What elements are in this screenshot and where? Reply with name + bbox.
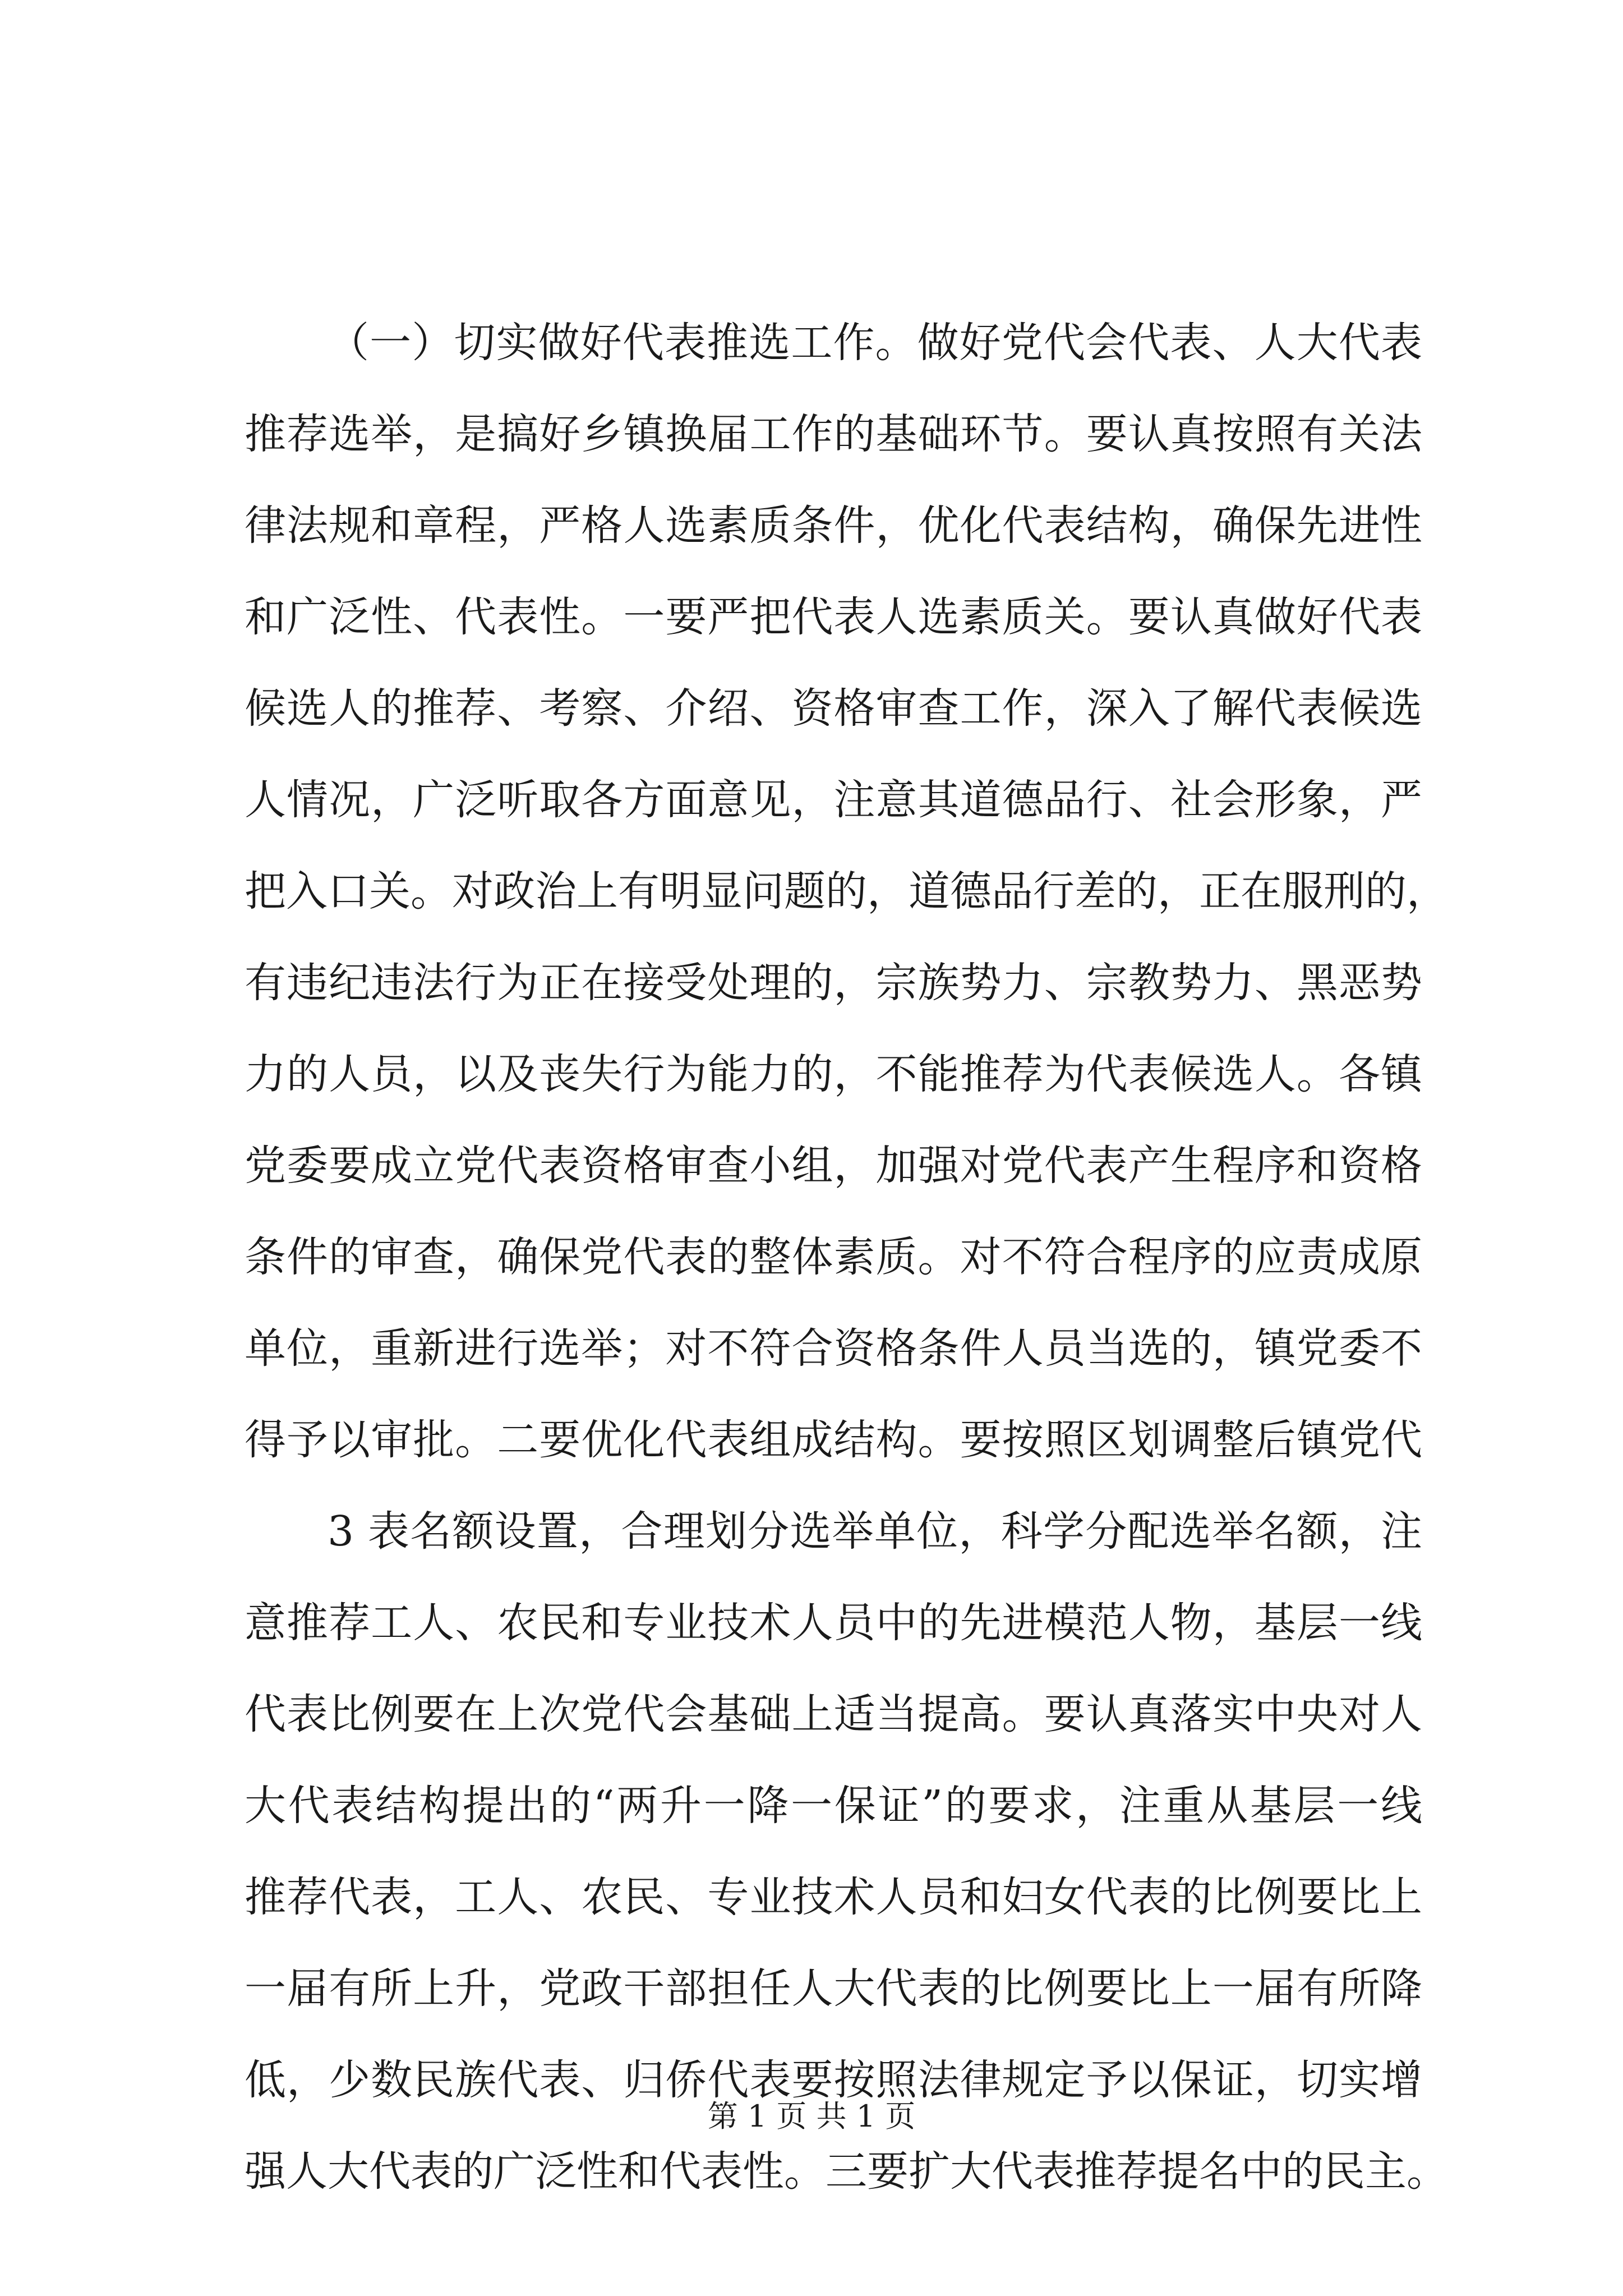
text-line: 力的人员，以及丧失行为能力的，不能推荐为代表候选人。各镇: [245, 1050, 1422, 1098]
text-line: 大代表结构提出的“两升一降一保证”的要求，注重从基层一线: [245, 1782, 1422, 1830]
page-footer: 第 1 页 共 1 页: [707, 2099, 916, 2134]
text-line: 和广泛性、代表性。一要严把代表人选素质关。要认真做好代表: [245, 593, 1422, 641]
text-line: 低，少数民族代表、归侨代表要按照法律规定予以保证，切实增: [245, 2056, 1422, 2104]
text-line: 党委要成立党代表资格审查小组，加强对党代表产生程序和资格: [245, 1142, 1422, 1190]
text-line: （一）切实做好代表推选工作。做好党代会代表、人大代表: [328, 319, 1422, 367]
text-line: 3 表名额设置，合理划分选举单位，科学分配选举名额，注: [328, 1507, 1422, 1556]
text-line: 得予以审批。二要优化代表组成结构。要按照区划调整后镇党代: [245, 1416, 1422, 1464]
text-line: 人情况，广泛听取各方面意见，注意其道德品行、社会形象，严: [245, 776, 1422, 824]
text-line: 把入口关。对政治上有明显问题的，道德品行差的，正在服刑的，: [245, 867, 1448, 915]
text-line: 强人大代表的广泛性和代表性。三要扩大代表推荐提名中的民主。: [245, 2147, 1448, 2196]
text-line: 律法规和章程，严格人选素质条件，优化代表结构，确保先进性: [245, 501, 1422, 550]
text-line: 单位，重新进行选举；对不符合资格条件人员当选的，镇党委不: [245, 1324, 1422, 1373]
text-line: 有违纪违法行为正在接受处理的，宗族势力、宗教势力、黑恶势: [245, 959, 1422, 1007]
text-line: 推荐选举，是搞好乡镇换届工作的基础环节。要认真按照有关法: [245, 410, 1422, 458]
text-line: 候选人的推荐、考察、介绍、资格审查工作，深入了解代表候选: [245, 684, 1422, 733]
text-line: 意推荐工人、农民和专业技术人员中的先进模范人物，基层一线: [245, 1599, 1422, 1647]
text-line: 一届有所上升，党政干部担任人大代表的比例要比上一届有所降: [245, 1964, 1422, 2013]
text-line: 代表比例要在上次党代会基础上适当提高。要认真落实中央对人: [245, 1690, 1422, 1738]
body-text: [245, 297, 1448, 2217]
text-line: 推荐代表，工人、农民、专业技术人员和妇女代表的比例要比上: [245, 1873, 1422, 1921]
text-line: 条件的审查，确保党代表的整体素质。对不符合程序的应责成原: [245, 1233, 1422, 1281]
